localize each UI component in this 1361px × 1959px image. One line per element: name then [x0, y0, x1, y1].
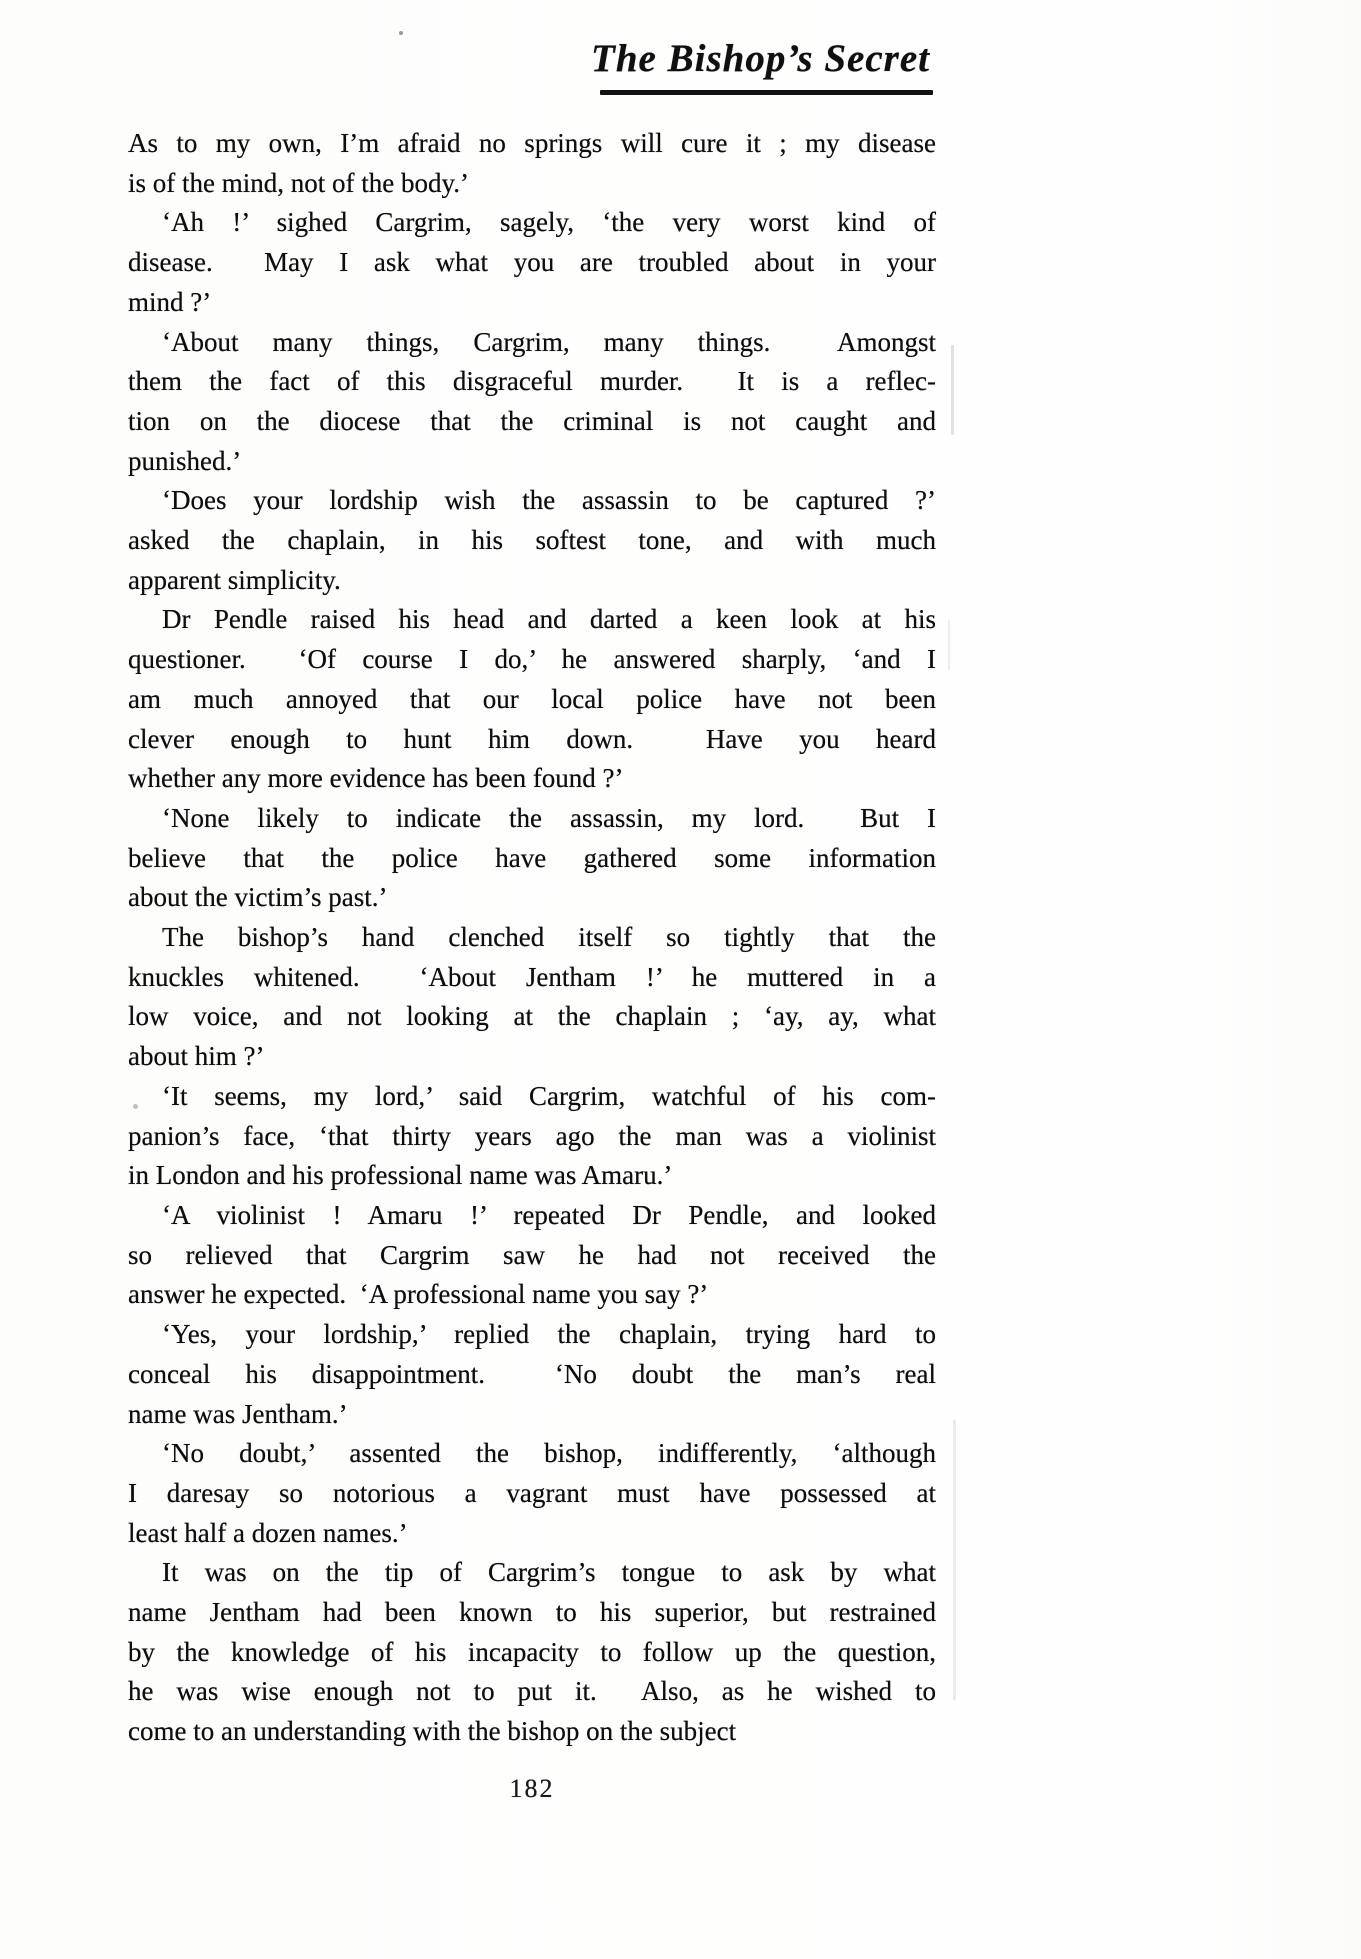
paragraph: [128, 600, 936, 799]
paragraph: [128, 918, 936, 1077]
text-line: questioner. ‘Of course I do,’ he answered sharply, ‘and I: [128, 644, 936, 675]
text-line: I daresay so notorious a vagrant must have possessed at: [128, 1477, 936, 1508]
scan-streak: [948, 620, 950, 670]
text-line: answer he expected. ‘A professional name you say ?’: [128, 1279, 709, 1310]
paragraph: [128, 481, 936, 600]
page-number: 182: [509, 1774, 555, 1803]
text-line: low voice, and not looking at the chaplain ; ‘ay, ay, what: [128, 1001, 936, 1032]
scan-streak: [951, 345, 954, 435]
text-line: so relieved that Cargrim saw he had not received the: [128, 1239, 936, 1270]
scan-speck: [399, 31, 403, 35]
page-title: The Bishop’s Secret: [591, 37, 930, 80]
paragraph: [128, 1196, 936, 1315]
text-line: is of the mind, not of the body.’: [128, 167, 469, 198]
text-line: ‘It seems, my lord,’ said Cargrim, watchful of his com-: [162, 1080, 936, 1111]
text-line: ‘None likely to indicate the assassin, my lord. But I: [162, 802, 936, 833]
text-line: The bishop’s hand clenched itself so tightly that the: [162, 922, 936, 953]
paragraph: [128, 1553, 936, 1752]
paragraph: [128, 323, 936, 482]
text-line: panion’s face, ‘that thirty years ago the man was a violinist: [128, 1120, 936, 1151]
text-line: ‘A violinist ! Amaru !’ repeated Dr Pendle, and looked: [162, 1199, 936, 1230]
text-line: ‘Yes, your lordship,’ replied the chaplain, trying hard to: [162, 1319, 936, 1350]
text-line: he was wise enough not to put it. Also, as he wished to: [128, 1676, 936, 1707]
text-line: them the fact of this disgraceful murder. It is a reflec-: [128, 366, 936, 397]
text-line: ‘Ah !’ sighed Cargrim, sagely, ‘the very worst kind of: [162, 207, 936, 238]
text-line: believe that the police have gathered some information: [128, 842, 936, 873]
text-line: conceal his disappointment. ‘No doubt the man’s real: [128, 1358, 936, 1389]
text-line: tion on the diocese that the criminal is not caught and: [128, 405, 936, 436]
text-line: by the knowledge of his incapacity to follow up the question,: [128, 1636, 936, 1667]
paragraph: [128, 1077, 936, 1196]
text-line: Dr Pendle raised his head and darted a keen look at his: [162, 604, 936, 635]
text-line: asked the chaplain, in his softest tone, and with much: [128, 525, 936, 556]
text-line: clever enough to hunt him down. Have you heard: [128, 723, 936, 754]
paragraph: [128, 203, 936, 322]
text-line: ‘No doubt,’ assented the bishop, indifferently, ‘although: [162, 1438, 936, 1469]
text-line: about him ?’: [128, 1041, 265, 1072]
text-line: punished.’: [128, 445, 242, 476]
text-line: apparent simplicity.: [128, 564, 341, 595]
text-line: come to an understanding with the bishop on the subject: [128, 1716, 737, 1747]
paragraph: [128, 1315, 936, 1434]
scan-streak: [953, 1420, 956, 1700]
text-line: knuckles whitened. ‘About Jentham !’ he muttered in a: [128, 961, 936, 992]
text-line: disease. May I ask what you are troubled about in your: [128, 247, 936, 278]
text-line: As to my own, I’m afraid no springs will cure it ; my disease: [128, 128, 936, 158]
paragraph: [128, 1434, 936, 1553]
text-line: about the victim’s past.’: [128, 882, 388, 913]
paragraph: [128, 799, 936, 918]
text-line: least half a dozen names.’: [128, 1517, 408, 1548]
text-line: in London and his professional name was Amaru.’: [128, 1160, 673, 1191]
text-line: It was on the tip of Cargrim’s tongue to ask by what: [162, 1557, 936, 1588]
paragraph: [128, 124, 936, 203]
text-line: ‘About many things, Cargrim, many things. Amongst: [162, 326, 936, 357]
body-text: [128, 124, 936, 1752]
text-line: ‘Does your lordship wish the assassin to be captured ?’: [162, 485, 936, 516]
text-line: whether any more evidence has been found ?’: [128, 763, 624, 794]
text-line: name Jentham had been known to his superior, but restrained: [128, 1597, 936, 1628]
text-line: mind ?’: [128, 286, 212, 317]
scan-speck: [133, 1104, 138, 1109]
title-underline: [600, 90, 933, 95]
text-line: am much annoyed that our local police have not been: [128, 683, 936, 714]
text-line: name was Jentham.’: [128, 1398, 348, 1429]
